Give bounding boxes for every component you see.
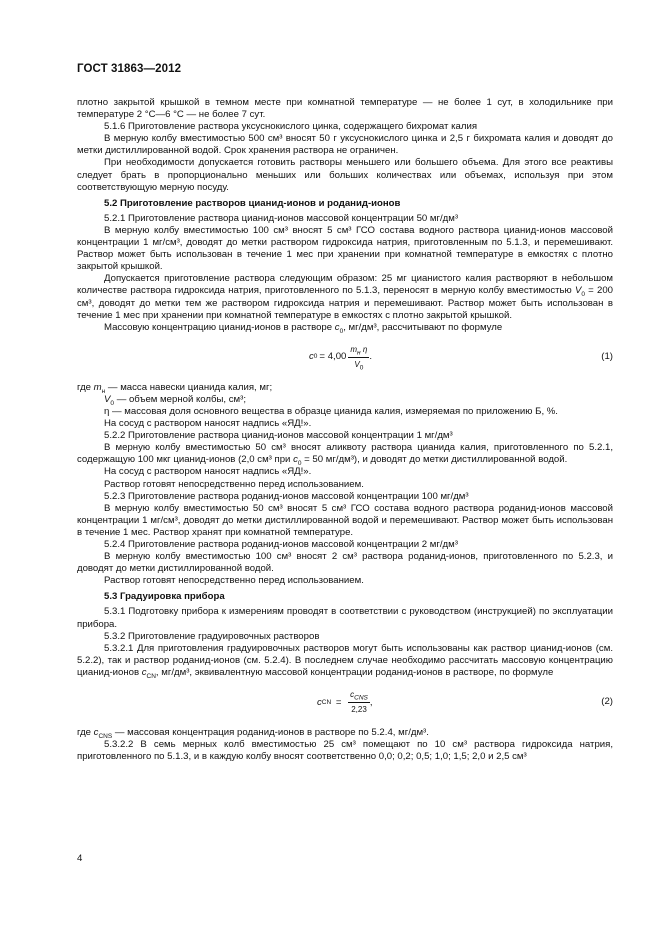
formula-number: (1)	[601, 350, 613, 362]
paragraph: 5.3.2.1 Для приготовления градуировочных растворов могут быть использованы как раствор цианид-ионов (см. 5.2.2), так и раствор роданид-ионов (см. 5.2.4). В последнем случае необходимо рассчитать массовую концентрацию цианид-ионов $c_{CN}$, мг/дм³, эквивалентную массовой концентрации роданид-ионов в растворе, по формуле	[77, 642, 613, 680]
document-header: ГОСТ 31863—2012	[77, 63, 182, 75]
where-clause: где $m_н$ — масса навески цианида калия, мг;	[77, 381, 273, 395]
section-heading: 5.2 Приготовление растворов цианид-ионов и роданид-ионов	[104, 197, 401, 209]
subsection-heading: 5.1.6 Приготовление раствора уксуснокислого цинка, содержащего бихромат калия	[104, 121, 478, 133]
document-body	[77, 97, 613, 763]
paragraph: 5.3.1 Подготовку прибора к измерениям проводят в соответствии с руководством (инструкцией) по эксплуатации прибора.	[77, 606, 613, 630]
paragraph: В мерную колбу вместимостью 50 см³ вносят 5 см³ ГСО состава водного раствора роданид-ионов массовой концентрации 1 мг/см³, доводят до метки дистиллированной водой и перемешивают. Раствор может быть использован в течение 1 мес. Раствор хранят при комнатной температуре.	[77, 502, 613, 538]
paragraph: В мерную колбу вместимостью 50 см³ вносят аликвоту раствора цианида калия, приготовленного по 5.2.1, содержащую 100 мкг цианид-ионов (2,0 см³ при $c_0 = 50$ мг/дм³), и доводят до метки дистиллированной водой.	[77, 442, 613, 468]
formula-expression: c 0 = 4,00 $\frac{m_н \eta}{V_0}$ .	[309, 344, 372, 372]
subsection-heading: 5.3.2 Приготовление градуировочных растворов	[104, 630, 320, 642]
paragraph: Массовую концентрацию цианид-ионов в растворе $c_0$, мг/дм³, рассчитывают по формуле	[104, 321, 503, 335]
page-number: 4	[77, 853, 83, 864]
subsection-heading: 5.2.4 Приготовление раствора роданид-ионов массовой концентрации 2 мг/дм³	[104, 539, 458, 550]
paragraph: Раствор готовят непосредственно перед использованием.	[104, 575, 364, 587]
formula-1	[77, 338, 613, 378]
paragraph: 5.3.2.2 В семь мерных колб вместимостью 25 см³ помещают по 10 см³ раствора гидроксида натрия, приготовленного по 5.1.3, и в каждую колбу вносят соответственно 0,0; 0,2; 0,5; 1,0; 1,5; 2,0 и 2,5 см³	[77, 739, 613, 763]
subsection-heading: 5.2.1 Приготовление раствора цианид-ионов массовой концентрации 50 мг/дм³	[104, 212, 459, 224]
subsection-heading: 5.2.2 Приготовление раствора цианид-ионов массовой концентрации 1 мг/дм³	[104, 430, 453, 442]
where-clause: где $c_{CNS}$ — массовая концентрация роданид-ионов в растворе по 5.2.4, мг/дм³.	[77, 727, 429, 740]
formula-2	[77, 683, 613, 723]
paragraph: Раствор готовят непосредственно перед использованием.	[104, 478, 364, 490]
where-clause: η — массовая доля основного вещества в образце цианида калия, измеряемая по приложению Б, %.	[104, 405, 558, 417]
section-heading: 5.3 Градуировка прибора	[104, 591, 225, 603]
formula-fraction: $\frac{c_{CNS}}{2,23}$	[350, 690, 368, 715]
formula-number: (2)	[601, 696, 613, 708]
formula-fraction: $\frac{m_н \eta}{V_0}$	[350, 344, 368, 372]
subsection-heading: 5.2.3 Приготовление раствора роданид-ионов массовой концентрации 100 мг/дм³	[104, 490, 469, 502]
paragraph: В мерную колбу вместимостью 500 см³ вносят 50 г уксуснокислого цинка и 2,5 г бихромата калия и доводят до метки дистиллированной водой. Срок хранения раствора не ограничен.	[77, 133, 613, 157]
paragraph: На сосуд с раствором наносят надпись «ЯД!».	[104, 418, 312, 430]
paragraph: Допускается приготовление раствора следующим образом: 25 мг цианистого калия растворяют в небольшом количестве раствора гидроксида натрия, приготовленного по 5.1.3, переносят в мерную колбу вместимостью $V_0 = 200$ см³, доводят до метки тем же раствором гидроксида натрия и перемешивают. Раствор может быть использован в течение 1 мес при хранении при комнатной температуре в емкостях с плотно закрытой крышкой.	[77, 273, 613, 321]
paragraph: На сосуд с раствором наносят надпись «ЯД!».	[104, 466, 312, 478]
paragraph: плотно закрытой крышкой в темном месте при комнатной температуре — не более 1 сут, в холодильнике при температуре 2 °С—6 °С — не более 7 сут.	[77, 97, 613, 121]
paragraph: В мерную колбу вместимостью 100 см³ вносят 2 см³ раствора роданид-ионов, приготовленного по 5.2.3, и доводят до метки дистиллированной водой.	[77, 551, 613, 575]
paragraph: При необходимости допускается готовить растворы меньшего или большего объема. Для этого все реактивы следует брать в пропорционально меньших или больших количествах или объемах, используя при этом соответствующую мерную посуду.	[77, 157, 613, 193]
paragraph: В мерную колбу вместимостью 100 см³ вносят 5 см³ ГСО состава водного раствора цианид-ионов массовой концентрации 1 мг/см³, доводят до метки раствором гидроксида натрия, приготовленным по 5.1.3, и перемешивают. Раствор может быть использован в течение 1 мес при хранении при комнатной температуре в емкостях с плотно закрытой крышкой.	[77, 224, 613, 273]
where-clause: $V_0$ — объем мерной колбы, см³;	[104, 393, 246, 407]
formula-expression: c CN = $\frac{c_{CNS}}{2,23}$ ,	[317, 689, 373, 716]
